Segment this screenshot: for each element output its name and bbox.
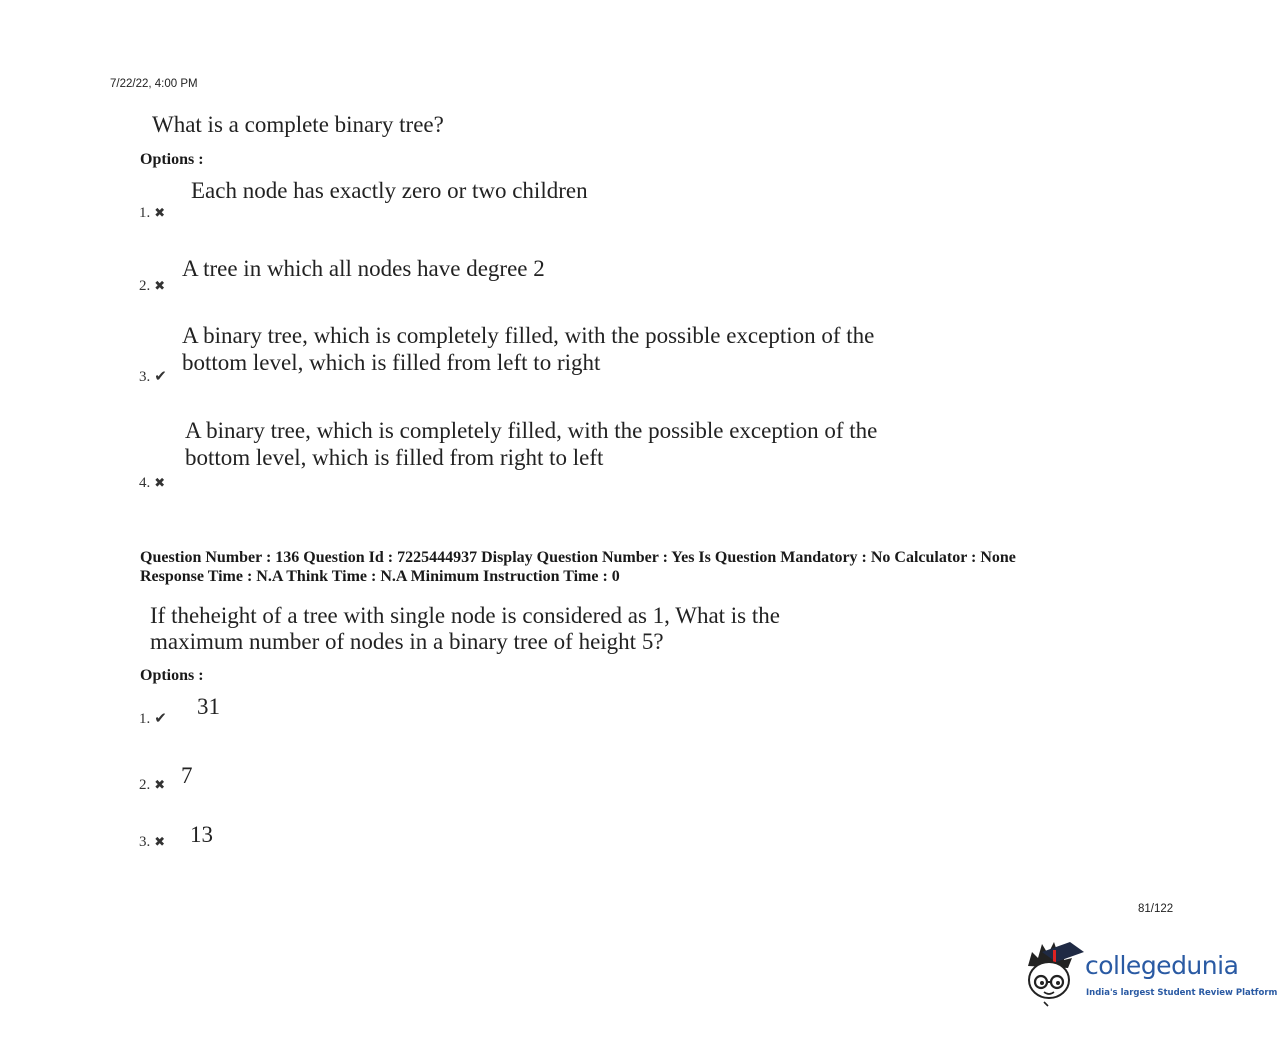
question-text: If theheight of a tree with single node is considered as 1, What is the bbox=[150, 603, 780, 628]
option-text: 13 bbox=[190, 822, 213, 847]
cross-icon: ✖ bbox=[154, 834, 166, 849]
mascot-icon bbox=[1022, 938, 1086, 1008]
check-icon: ✔ bbox=[154, 369, 167, 385]
options-label: Options : bbox=[140, 667, 204, 684]
option-number: 1. ✔ bbox=[139, 711, 167, 727]
cross-icon: ✖ bbox=[154, 777, 166, 792]
timestamp: 7/22/22, 4:00 PM bbox=[110, 78, 198, 90]
option-text: A binary tree, which is completely filled, with the possible exception of the bbox=[185, 418, 878, 443]
question-meta: Question Number : 136 Question Id : 7225444937 Display Question Number : Yes Is Question Mandatory : No Calculator : None bbox=[140, 549, 1016, 566]
option-text: A tree in which all nodes have degree 2 bbox=[182, 256, 545, 281]
option-text: bottom level, which is filled from right to left bbox=[185, 445, 604, 470]
question-text: What is a complete binary tree? bbox=[152, 112, 444, 137]
option-number: 2. ✖ bbox=[139, 777, 166, 793]
options-label: Options : bbox=[140, 151, 204, 168]
option-number: 1. ✖ bbox=[139, 205, 166, 221]
option-text: A binary tree, which is completely filled, with the possible exception of the bbox=[182, 323, 875, 348]
option-text: 7 bbox=[181, 763, 193, 788]
logo-tagline: India's largest Student Review Platform bbox=[1086, 988, 1278, 998]
question-text: maximum number of nodes in a binary tree of height 5? bbox=[150, 629, 664, 654]
option-number: 2. ✖ bbox=[139, 278, 166, 294]
option-text: bottom level, which is filled from left to right bbox=[182, 350, 601, 375]
page-number: 81/122 bbox=[1138, 903, 1174, 915]
option-text: 31 bbox=[197, 694, 220, 719]
option-number: 4. ✖ bbox=[139, 475, 166, 491]
option-number: 3. ✔ bbox=[139, 369, 167, 385]
logo-wordmark: collegedunia bbox=[1085, 951, 1239, 980]
cross-icon: ✖ bbox=[154, 278, 166, 293]
question-meta: Response Time : N.A Think Time : N.A Minimum Instruction Time : 0 bbox=[140, 568, 620, 585]
cross-icon: ✖ bbox=[154, 475, 166, 490]
check-icon: ✔ bbox=[154, 711, 167, 727]
cross-icon: ✖ bbox=[154, 205, 166, 220]
option-text: Each node has exactly zero or two children bbox=[191, 178, 588, 203]
option-number: 3. ✖ bbox=[139, 834, 166, 850]
